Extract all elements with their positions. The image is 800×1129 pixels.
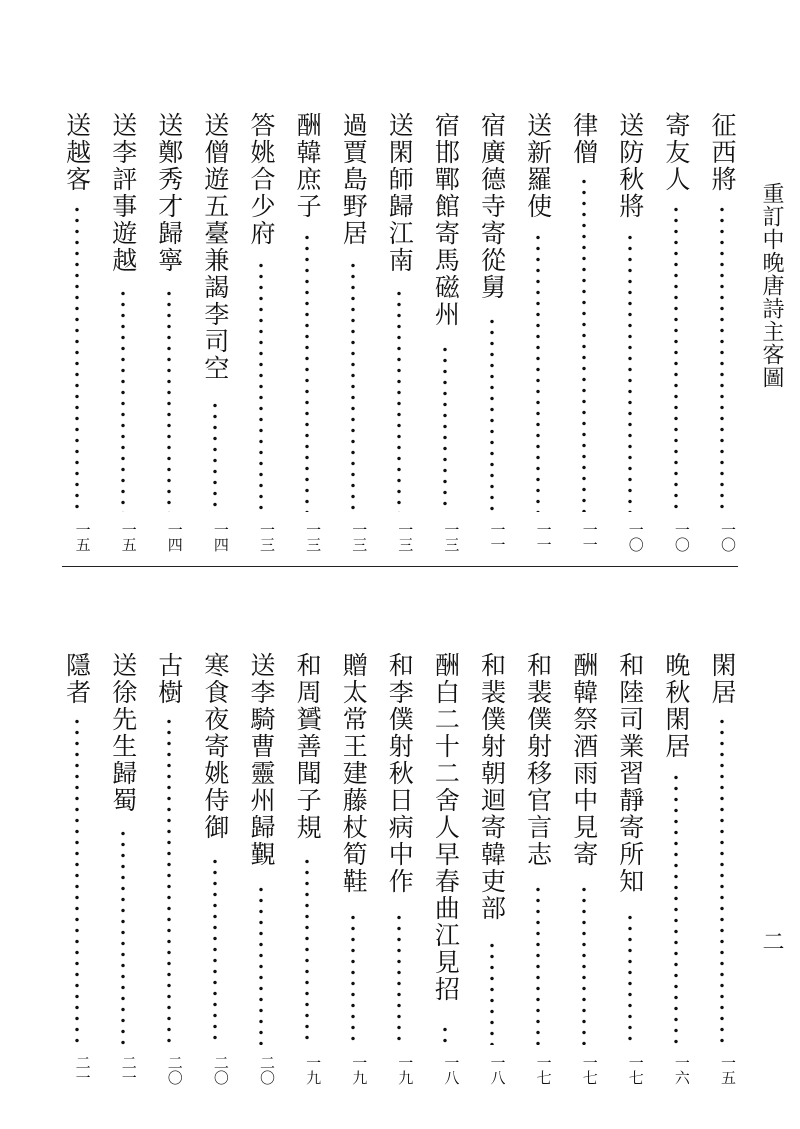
leader-dots <box>213 400 217 512</box>
toc-entry-title[interactable]: 送防秋將 <box>615 112 645 220</box>
toc-entry-page: 一三 <box>350 522 369 552</box>
toc-entry-title[interactable]: 寒食夜寄姚侍御 <box>200 652 230 841</box>
toc-entry-title[interactable]: 送徐先生歸蜀 <box>108 652 138 814</box>
leader-dots <box>720 204 724 512</box>
leader-dots <box>536 884 540 1045</box>
leader-dots <box>305 856 309 1045</box>
toc-entry-title[interactable]: 酬韓庶子 <box>293 112 323 220</box>
toc-entry-page: 一四 <box>165 522 184 552</box>
toc-entry-page: 一一 <box>488 522 507 552</box>
toc-entry-title[interactable]: 送李評事遊越 <box>108 112 138 274</box>
toc-entry-title[interactable]: 和周贇善聞子規 <box>293 652 323 841</box>
toc-entry-page: 一八 <box>442 1055 461 1085</box>
toc-entry-page: 一五 <box>119 522 138 552</box>
toc-entry-page: 一九 <box>396 1055 415 1085</box>
toc-entry-title[interactable]: 宿邯鄲館寄馬磁州 <box>431 112 461 328</box>
toc-entry-title[interactable]: 隱者 <box>62 652 92 706</box>
toc-entry-title[interactable]: 送新羅使 <box>523 112 553 220</box>
toc-entry-page: 一三 <box>396 522 415 552</box>
toc-entry-title[interactable]: 酬韓祭酒雨中見寄 <box>569 652 599 868</box>
toc-entry-page: 一五 <box>73 522 92 552</box>
toc-entry-title[interactable]: 和裴僕射朝迴寄韓吏部 <box>477 652 507 922</box>
toc-entry-title[interactable]: 送鄭秀才歸寧 <box>154 112 184 274</box>
leader-dots <box>167 716 171 1045</box>
leader-dots <box>628 232 632 512</box>
toc-entry-page: 一〇 <box>719 522 737 552</box>
toc-entry-page: 二〇 <box>258 1055 276 1085</box>
leader-dots <box>75 716 79 1045</box>
toc-entry-title[interactable]: 古樹 <box>154 652 184 706</box>
leader-dots <box>75 204 79 512</box>
toc-entry-page: 一六 <box>672 1055 691 1085</box>
toc-entry-title[interactable]: 送僧遊五臺兼謁李司空 <box>200 112 230 382</box>
toc-entry-page: 二一 <box>119 1055 138 1085</box>
toc-entry-page: 一七 <box>534 1055 553 1085</box>
toc-entry-page: 一七 <box>626 1055 645 1085</box>
leader-dots <box>536 232 540 512</box>
leader-dots <box>167 288 171 512</box>
toc-entry-title[interactable]: 宿廣德寺寄從舅 <box>477 112 507 301</box>
toc-entry-title[interactable]: 答姚合少府 <box>247 112 276 247</box>
toc-entry-title[interactable]: 酬白二十二舍人早春曲江見招 <box>431 652 461 1003</box>
leader-dots <box>397 912 401 1045</box>
leader-dots <box>490 316 494 512</box>
toc-entry-title[interactable]: 送越客 <box>62 112 92 193</box>
section-divider <box>62 566 738 567</box>
leader-dots <box>351 912 355 1045</box>
toc-entry-page: 二〇 <box>165 1055 184 1085</box>
page-number: 二 <box>759 930 784 953</box>
leader-dots <box>582 884 586 1045</box>
toc-entry-title[interactable]: 和陸司業習靜寄所知 <box>615 652 645 895</box>
toc-entry-page: 一三 <box>304 522 323 552</box>
leader-dots <box>213 856 217 1045</box>
toc-entry-page: 一三 <box>258 522 276 552</box>
toc-entry-title[interactable]: 閑居 <box>708 652 737 706</box>
toc-entry-page: 一七 <box>580 1055 599 1085</box>
toc-entry-title[interactable]: 過賈島野居 <box>339 112 369 247</box>
toc-entry-title[interactable]: 贈太常王建藤杖筍鞋 <box>339 652 369 895</box>
leader-dots <box>121 828 125 1045</box>
toc-entry-title[interactable]: 晚秋閑居 <box>661 652 691 760</box>
leader-dots <box>259 260 263 512</box>
leader-dots <box>674 772 678 1045</box>
leader-dots <box>121 288 125 512</box>
toc-entry-page: 一九 <box>350 1055 369 1085</box>
leader-dots <box>720 716 724 1045</box>
leader-dots <box>305 232 309 512</box>
leader-dots <box>397 288 401 512</box>
toc-entry-page: 一三 <box>442 522 461 552</box>
leader-dots <box>443 344 447 512</box>
toc-entry-title[interactable]: 和裴僕射移官言志 <box>523 652 553 868</box>
leader-dots <box>582 176 586 512</box>
toc-entry-page: 一四 <box>211 522 230 552</box>
leader-dots <box>351 260 355 512</box>
toc-entry-title[interactable]: 送李騎曹靈州歸覲 <box>247 652 276 868</box>
leader-dots <box>259 884 263 1045</box>
toc-entry-title[interactable]: 征西將 <box>708 112 737 193</box>
toc-entry-title[interactable]: 律僧 <box>569 112 599 166</box>
toc-entry-page: 一九 <box>304 1055 323 1085</box>
toc-entry-page: 一〇 <box>672 522 691 552</box>
toc-entry-page: 二〇 <box>211 1055 230 1085</box>
toc-entry-title[interactable]: 送閑師歸江南 <box>385 112 415 274</box>
leader-dots <box>628 912 632 1045</box>
leader-dots <box>443 1024 447 1045</box>
toc-entry-page: 一〇 <box>626 522 645 552</box>
leader-dots <box>674 204 678 512</box>
toc-entry-page: 二一 <box>73 1055 92 1085</box>
toc-entry-page: 一五 <box>719 1055 737 1085</box>
toc-entry-page: 一一 <box>534 522 553 552</box>
header-book-title: 重訂中晚唐詩主客圖 <box>759 182 784 389</box>
toc-entry-title[interactable]: 和李僕射秋日病中作 <box>385 652 415 895</box>
toc-entry-title[interactable]: 寄友人 <box>661 112 691 193</box>
toc-entry-page: 一八 <box>488 1055 507 1085</box>
leader-dots <box>490 940 494 1045</box>
toc-entry-page: 一一 <box>580 522 599 552</box>
